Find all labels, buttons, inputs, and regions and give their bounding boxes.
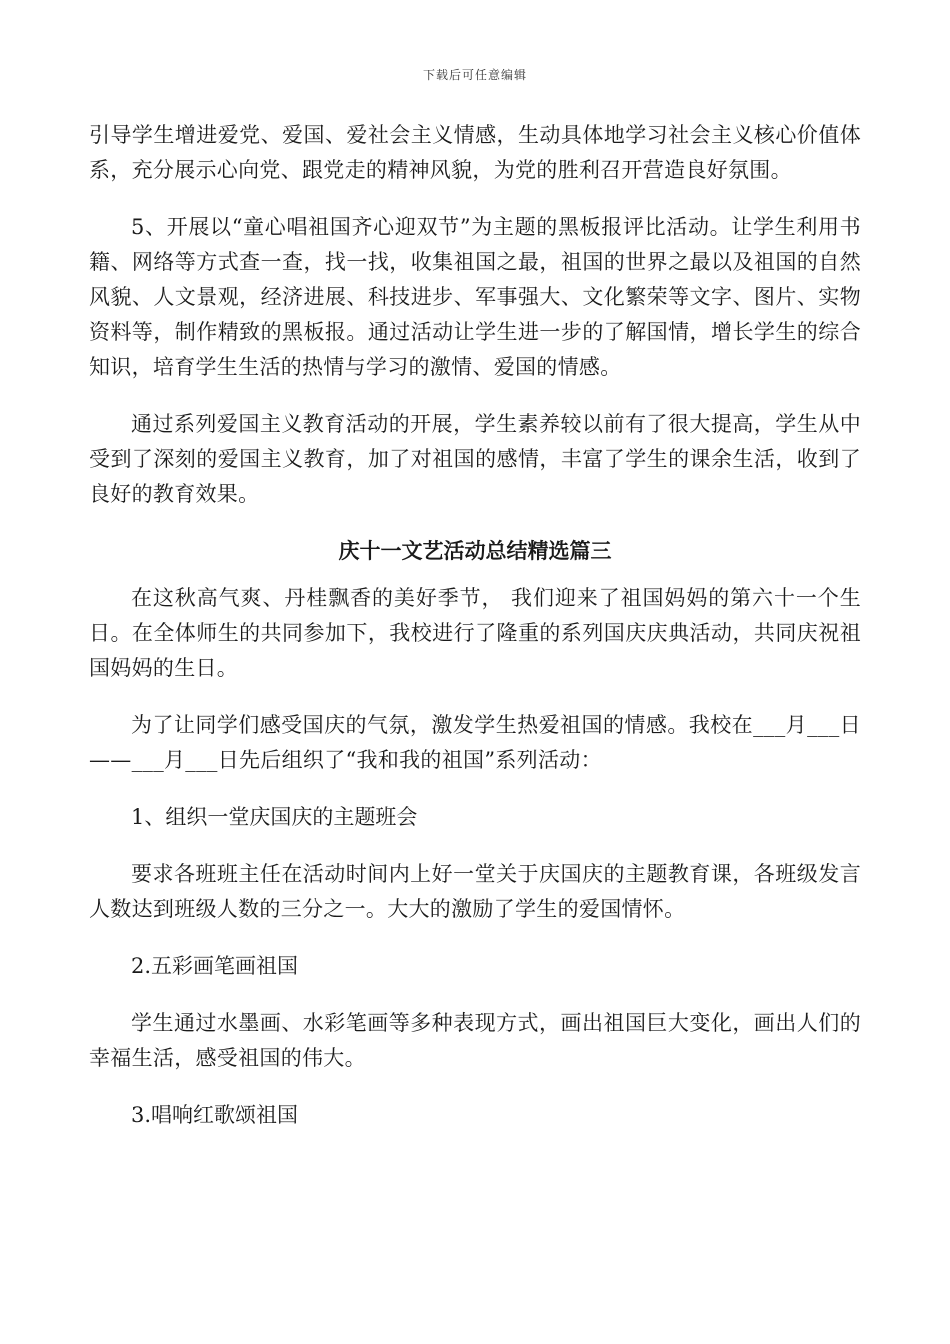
paragraph-intro: 在这秋高气爽、丹桂飘香的美好季节， 我们迎来了祖国妈妈的第六十一个生日。在全体师生的共同参加下，我校进行了隆重的系列国庆庆典活动，共同庆祝祖国妈妈的生日。 [89, 586, 861, 680]
paragraph-continued: 引导学生增进爱党、爱国、爱社会主义情感，生动具体地学习社会主义核心价值体系，充分展示心向党、跟党走的精神风貌，为党的胜利召开营造良好氛围。 [89, 123, 861, 182]
paragraph-blackboard-activity: 5、开展以“童心唱祖国齐心迎双节”为主题的黑板报评比活动。让学生利用书籍、网络等方式查一查，找一找，收集祖国之最，祖国的世界之最以及祖国的自然风貌、人文景观，经济进展、科技进步、军事强大、文化繁荣等文字、图片、实物资料等，制作精致的黑板报。通过活动让学生进一步的了解国情，增长学生的综合知识，培育学生生活的热情与学习的激情、爱国的情感。 [89, 215, 861, 379]
paragraph-summary: 通过系列爱国主义教育活动的开展，学生素养较以前有了很大提高，学生从中受到了深刻的爱国主义教育，加了对祖国的感情，丰富了学生的课余生活，收到了良好的教育效果。 [89, 412, 861, 506]
section-heading: 庆十一文艺活动总结精选篇三 [338, 539, 612, 563]
list-item-class-meeting: 1、组织一堂庆国庆的主题班会 [131, 805, 418, 829]
page-header-note: 下载后可任意编辑 [422, 68, 527, 82]
paragraph-activities: 为了让同学们感受国庆的气氛，激发学生热爱祖国的情感。我校在___月___日——___月___日先后组织了“我和我的祖国”系列活动： [89, 713, 861, 772]
list-item-red-songs: 3.唱响红歌颂祖国 [131, 1103, 299, 1127]
document-body [89, 118, 861, 1155]
list-item-painting: 2.五彩画笔画祖国 [131, 954, 299, 978]
paragraph-painting: 学生通过水墨画、水彩笔画等多种表现方式，画出祖国巨大变化，画出人们的幸福生活，感受祖国的伟大。 [89, 1011, 861, 1070]
paragraph-class-meeting: 要求各班班主任在活动时间内上好一堂关于庆国庆的主题教育课，各班级发言人数达到班级人数的三分之一。大大的激励了学生的爱国情怀。 [89, 862, 861, 921]
